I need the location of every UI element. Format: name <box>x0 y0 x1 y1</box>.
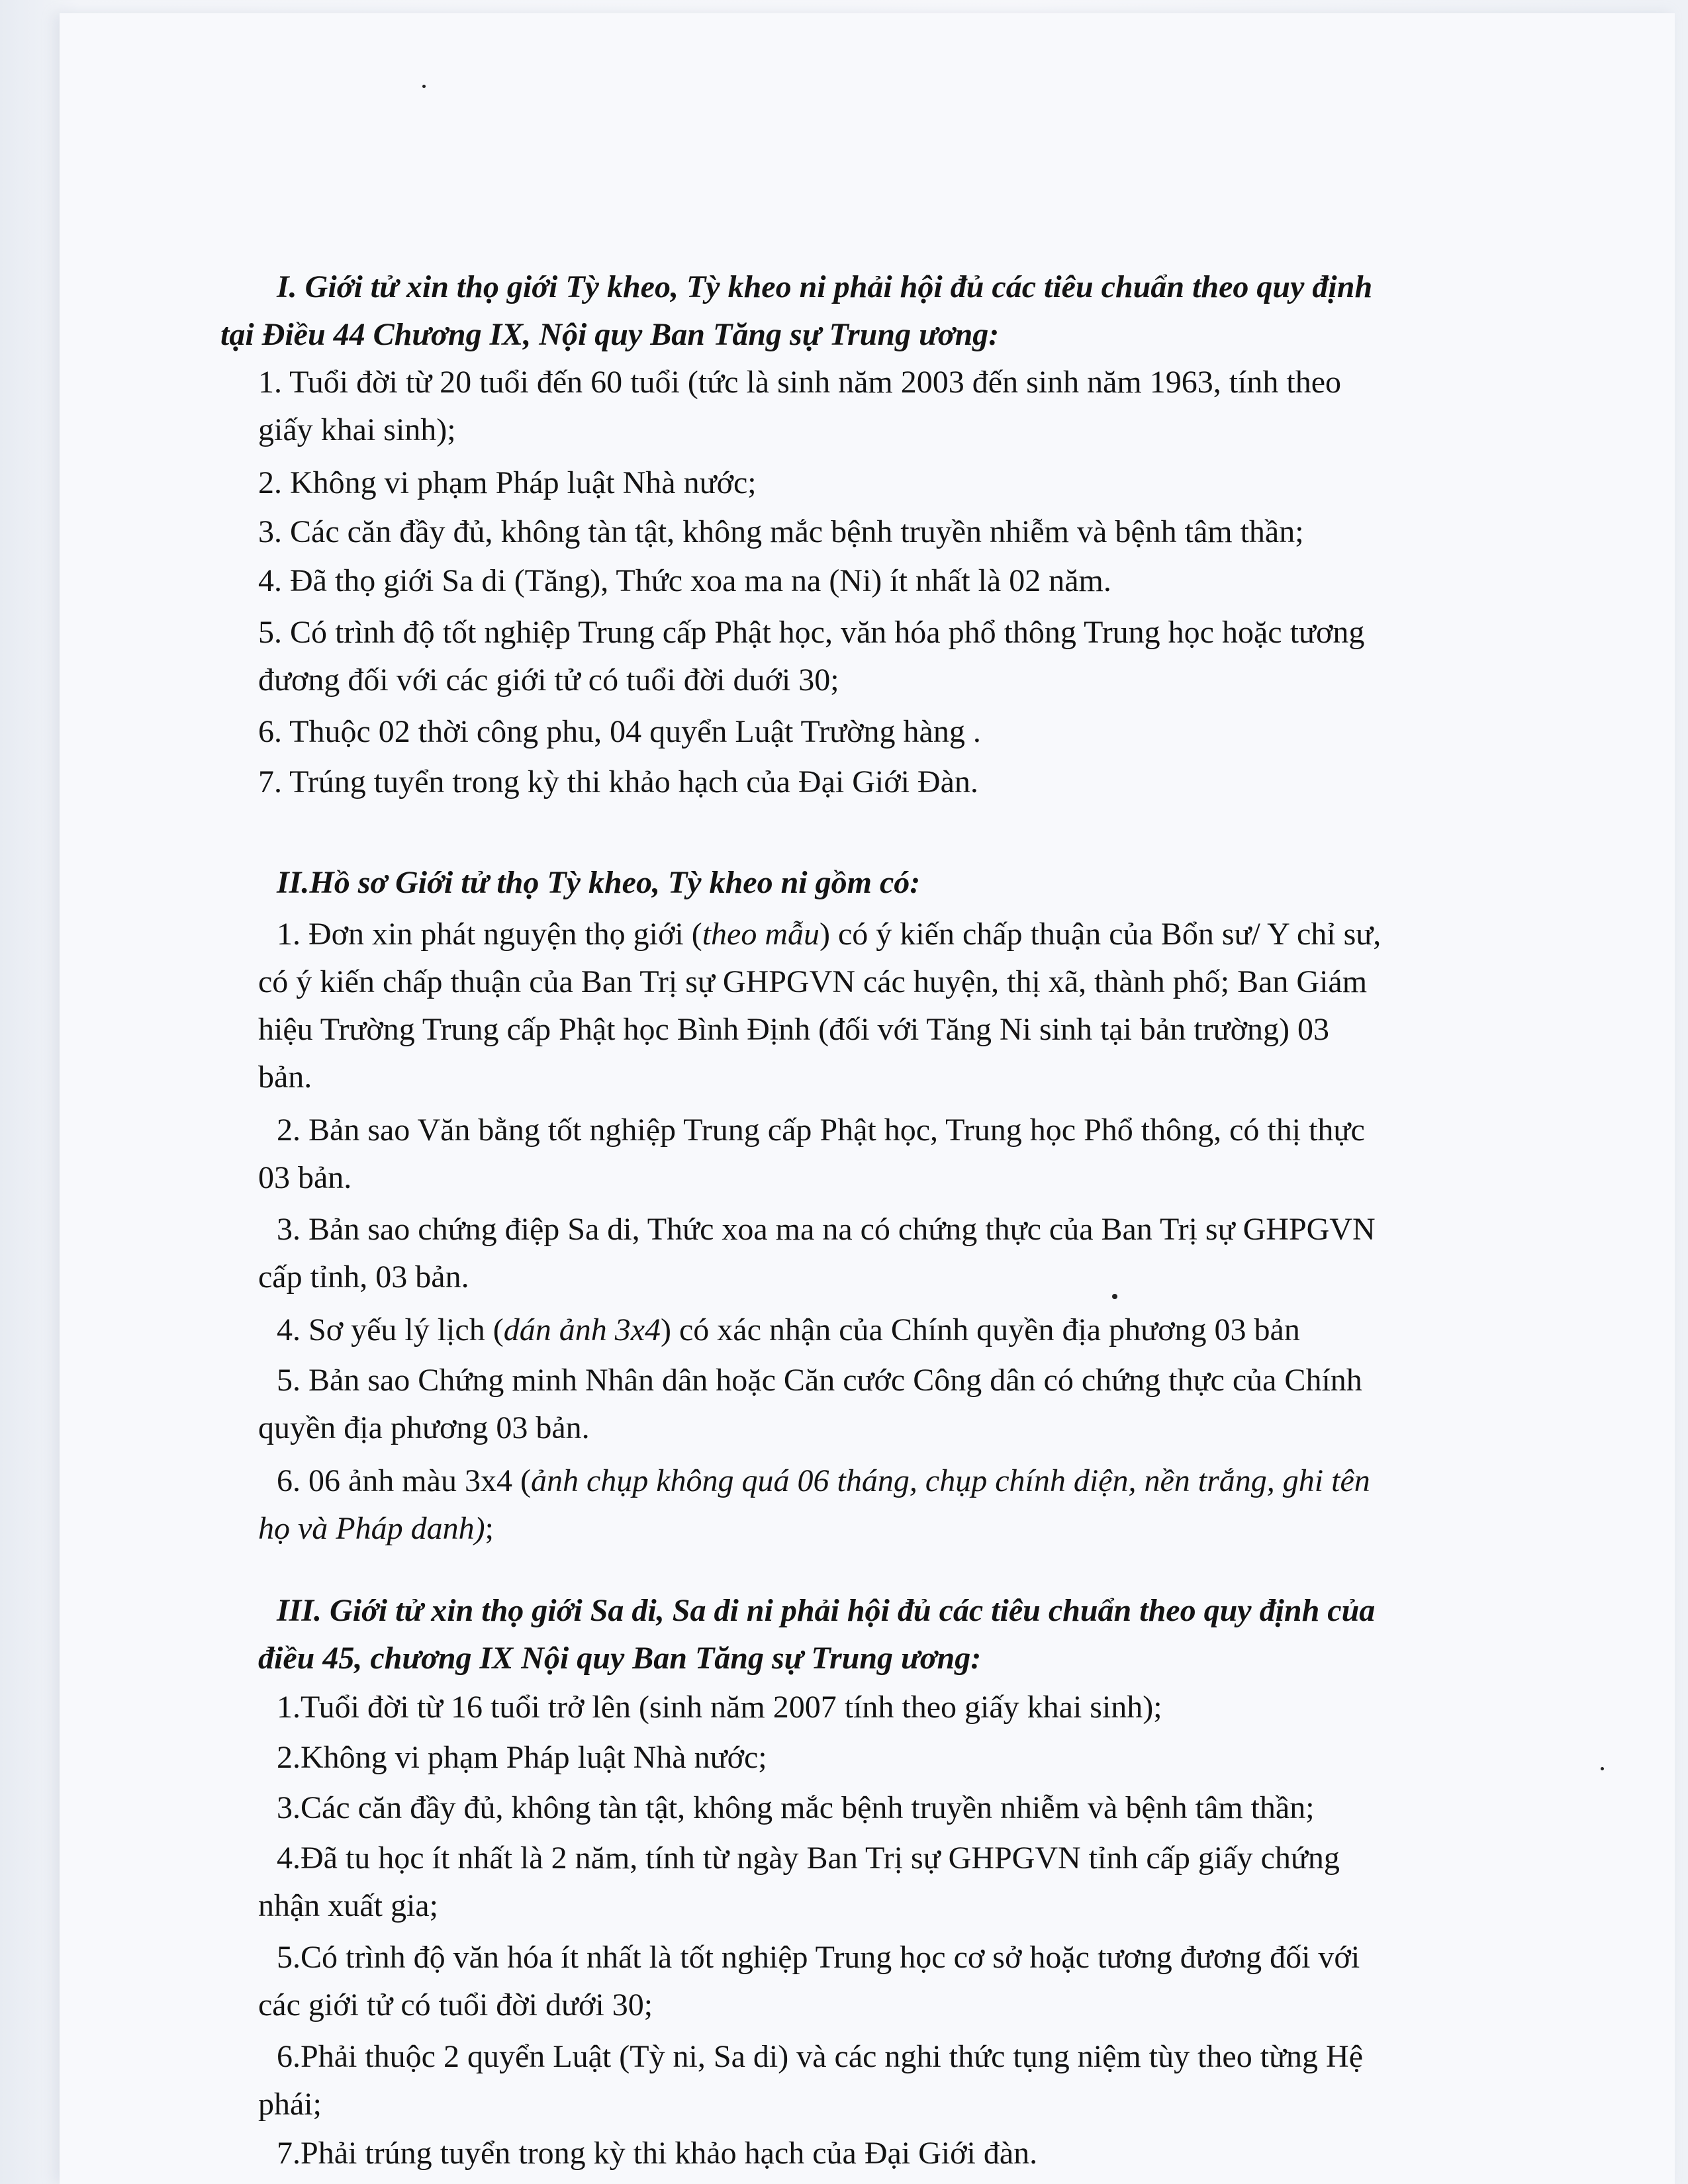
section3-item-5-cont: các giới tử có tuổi đời dưới 30; <box>258 1987 653 2023</box>
section1-item-1: 1. Tuổi đời từ 20 tuổi đến 60 tuổi (tức là sinh năm 2003 đến sinh năm 1963, tính theo <box>258 365 1342 400</box>
section3-heading-line1: III. Giới tử xin thọ giới Sa di, Sa di ni phải hội đủ các tiêu chuẩn theo quy định của <box>277 1593 1376 1628</box>
scan-speck <box>422 85 426 88</box>
section3-item-2: 2.Không vi phạm Pháp luật Nhà nước; <box>277 1740 767 1775</box>
scan-speck <box>1112 1294 1117 1299</box>
section1-item-4: 4. Đã thọ giới Sa di (Tăng), Thức xoa ma na (Ni) ít nhất là 02 năm. <box>258 563 1111 598</box>
section2-item-2: 2. Bản sao Văn bằng tốt nghiệp Trung cấp Phật học, Trung học Phổ thông, có thị thực <box>277 1113 1365 1148</box>
section1-item-7: 7. Trúng tuyển trong kỳ thi khảo hạch của Đại Giới Đàn. <box>258 764 978 799</box>
section3-item-5: 5.Có trình độ văn hóa ít nhất là tốt nghiệp Trung học cơ sở hoặc tương đương đối với <box>277 1940 1360 1975</box>
section2-item-6: 6. 06 ảnh màu 3x4 (ảnh chụp không quá 06 tháng, chụp chính diện, nền trắng, ghi tên <box>277 1463 1370 1498</box>
section3-item-4: 4.Đã tu học ít nhất là 2 năm, tính từ ngày Ban Trị sự GHPGVN tỉnh cấp giấy chứng <box>277 1841 1340 1876</box>
section2-item-6-cont: họ và Pháp danh); <box>258 1511 494 1546</box>
section1-heading-line2: tại Điều 44 Chương IX, Nội quy Ban Tăng sự Trung ương: <box>220 317 1000 352</box>
section2-item-4: 4. Sơ yếu lý lịch (dán ảnh 3x4) có xác nhận của Chính quyền địa phương 03 bản <box>277 1312 1300 1347</box>
section1-item-1-cont: giấy khai sinh); <box>258 412 456 447</box>
section1-item-5: 5. Có trình độ tốt nghiệp Trung cấp Phật học, văn hóa phổ thông Trung học hoặc tương <box>258 615 1365 650</box>
section1-item-5-cont: đương đối với các giới tử có tuổi đời duới 30; <box>258 662 839 698</box>
section2-item-3-cont: cấp tỉnh, 03 bản. <box>258 1259 469 1295</box>
section2-item-2-cont: 03 bản. <box>258 1160 352 1195</box>
section3-item-7: 7.Phải trúng tuyển trong kỳ thi khảo hạch của Đại Giới đàn. <box>277 2136 1038 2171</box>
section3-heading-line2: điều 45, chương IX Nội quy Ban Tăng sự Trung ương: <box>258 1641 982 1676</box>
section2-item-1: 1. Đơn xin phát nguyện thọ giới (theo mẫu) có ý kiến chấp thuận của Bổn sư/ Y chỉ sư, <box>277 917 1382 952</box>
section2-item-1-cont1: có ý kiến chấp thuận của Ban Trị sự GHPGVN các huyện, thị xã, thành phố; Ban Giám <box>258 964 1368 999</box>
section3-item-1: 1.Tuổi đời từ 16 tuổi trở lên (sinh năm 2007 tính theo giấy khai sinh); <box>277 1690 1162 1725</box>
section2-item-1-cont2: hiệu Trường Trung cấp Phật học Bình Định (đối với Tăng Ni sinh tại bản trường) 03 <box>258 1012 1329 1047</box>
scan-speck <box>1601 1767 1604 1770</box>
section1-item-2: 2. Không vi phạm Pháp luật Nhà nước; <box>258 465 757 500</box>
section2-item-5-cont: quyền địa phương 03 bản. <box>258 1410 590 1445</box>
section1-heading-line1: I. Giới tử xin thọ giới Tỳ kheo, Tỳ kheo ni phải hội đủ các tiêu chuẩn theo quy định <box>277 269 1373 304</box>
section1-item-6: 6. Thuộc 02 thời công phu, 04 quyển Luật Trường hàng . <box>258 714 981 749</box>
section3-item-4-cont: nhận xuất gia; <box>258 1888 438 1923</box>
section2-item-5: 5. Bản sao Chứng minh Nhân dân hoặc Căn cước Công dân có chứng thực của Chính <box>277 1363 1362 1398</box>
section3-item-6-cont: phái; <box>258 2087 322 2122</box>
section2-item-3: 3. Bản sao chứng điệp Sa di, Thức xoa ma na có chứng thực của Ban Trị sự GHPGVN <box>277 1212 1376 1247</box>
section2-heading: II.Hồ sơ Giới tử thọ Tỳ kheo, Tỳ kheo ni gồm có: <box>277 865 921 900</box>
section3-item-6: 6.Phải thuộc 2 quyển Luật (Tỳ ni, Sa di) và các nghi thức tụng niệm tùy theo từng Hệ <box>277 2039 1364 2074</box>
section3-item-3: 3.Các căn đầy đủ, không tàn tật, không mắc bệnh truyền nhiễm và bệnh tâm thần; <box>277 1790 1315 1825</box>
section1-item-3: 3. Các căn đầy đủ, không tàn tật, không mắc bệnh truyền nhiễm và bệnh tâm thần; <box>258 514 1304 549</box>
section2-item-1-cont3: bản. <box>258 1060 312 1095</box>
